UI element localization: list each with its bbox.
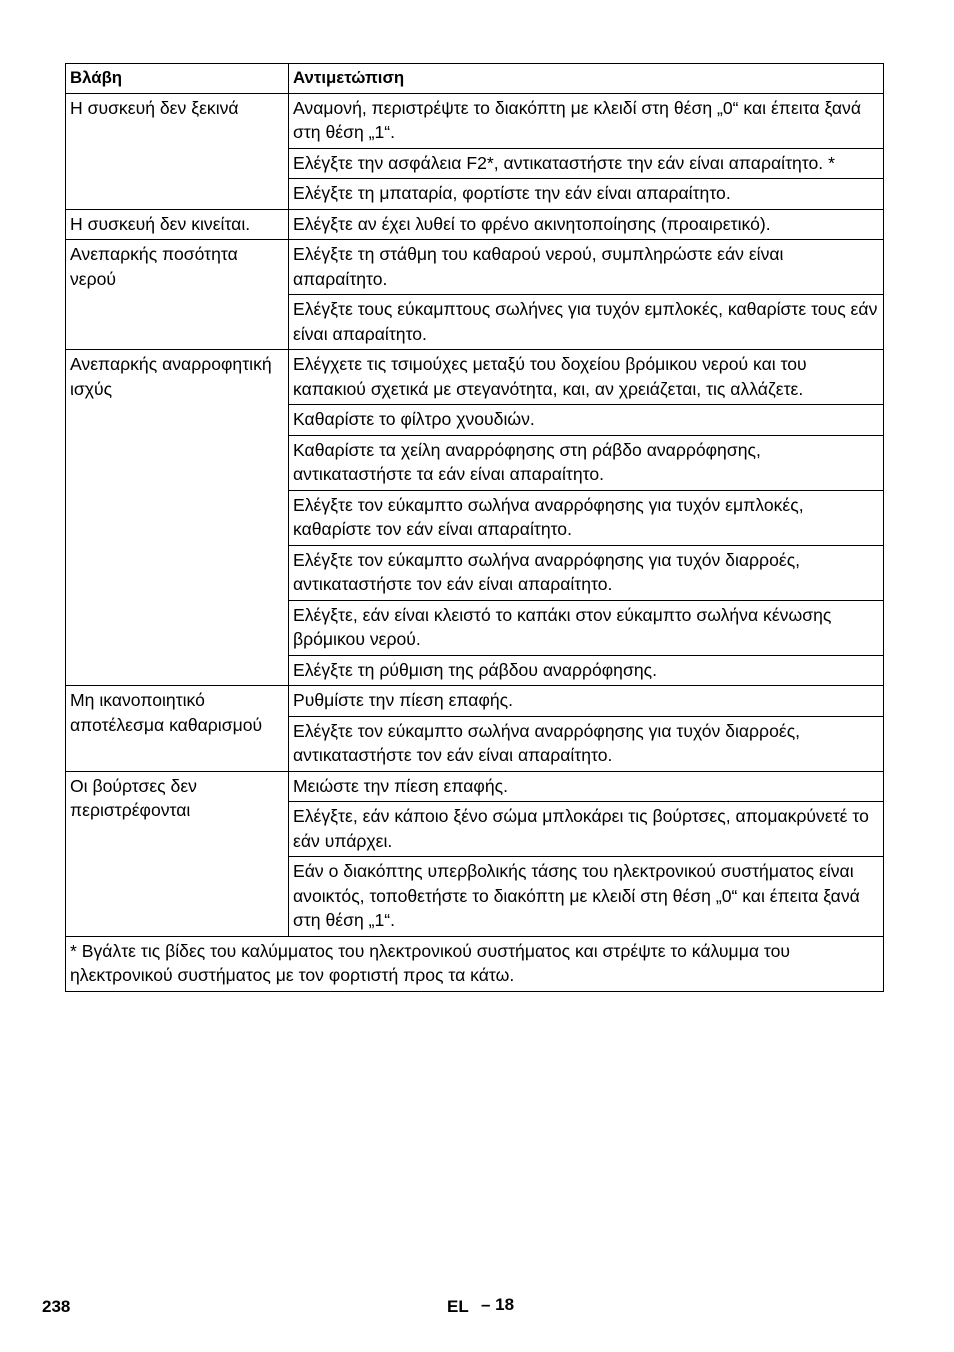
remedy-cell: Ελέγξτε τον εύκαμπτο σωλήνα αναρρόφησης για τυχόν εμπλοκές, καθαρίστε τον εάν είναι απαραίτητο. [289,490,884,545]
table-row [66,93,884,148]
fault-cell: Ανεπαρκής ποσότητα νερού [66,240,289,350]
header-remedy: Αντιμετώπιση [289,64,884,94]
remedy-cell: Ελέγξτε τη ρύθμιση της ράβδου αναρρόφησης. [289,655,884,686]
fault-cell: Μη ικανοποιητικό αποτέλεσμα καθαρισμού [66,686,289,772]
remedy-cell: Ρυθμίστε την πίεση επαφής. [289,686,884,717]
remedy-cell: Ελέγξτε αν έχει λυθεί το φρένο ακινητοποίησης (προαιρετικό). [289,209,884,240]
fault-cell: Ανεπαρκής αναρροφητική ισχύς [66,350,289,686]
remedy-cell: Ελέγξτε τον εύκαμπτο σωλήνα αναρρόφησης για τυχόν διαρροές, αντικαταστήστε τον εάν είναι απαραίτητο. [289,716,884,771]
language-code: EL [447,1297,469,1316]
fault-cell: Οι βούρτσες δεν περιστρέφονται [66,771,289,936]
remedy-cell: Αναμονή, περιστρέψτε το διακόπτη με κλειδί στη θέση „0“ και έπειτα ξανά στη θέση „1“. [289,93,884,148]
remedy-cell: Εάν ο διακόπτης υπερβολικής τάσης του ηλεκτρονικού συστήματος είναι ανοικτός, τοποθετήστε το διακόπτη με κλειδί στη θέση „0“ και έπειτα ξανά στη θέση „1“. [289,857,884,937]
table-row [66,209,884,240]
remedy-cell: Ελέγχετε τις τσιμούχες μεταξύ του δοχείου βρόμικου νερού και του καπακιού σχετικά με στεγανότητα, και, αν χρειάζεται, τις αλλάζετε. [289,350,884,405]
header-fault: Βλάβη [66,64,289,94]
remedy-cell: Ελέγξτε, εάν κάποιο ξένο σώμα μπλοκάρει τις βούρτσες, απομακρύνετέ το εάν υπάρχει. [289,802,884,857]
remedy-cell: Ελέγξτε τους εύκαμπτους σωλήνες για τυχόν εμπλοκές, καθαρίστε τους εάν είναι απαραίτητο. [289,295,884,350]
remedy-cell: Ελέγξτε τον εύκαμπτο σωλήνα αναρρόφησης για τυχόν διαρροές, αντικαταστήστε τον εάν είναι απαραίτητο. [289,545,884,600]
remedy-cell: Ελέγξτε, εάν είναι κλειστό το καπάκι στον εύκαμπτο σωλήνα κένωσης βρόμικου νερού. [289,600,884,655]
remedy-cell: Ελέγξτε τη μπαταρία, φορτίστε την εάν είναι απαραίτητο. [289,179,884,210]
table-row [66,350,884,405]
section-page-number: – 18 [481,1295,515,1314]
troubleshooting-table [65,63,884,992]
table-row [66,771,884,802]
page-number: 238 [42,1297,71,1316]
fault-cell: Η συσκευή δεν κινείται. [66,209,289,240]
remedy-cell: Καθαρίστε το φίλτρο χνουδιών. [289,405,884,436]
fault-cell: Η συσκευή δεν ξεκινά [66,93,289,209]
remedy-cell: Ελέγξτε την ασφάλεια F2*, αντικαταστήστε την εάν είναι απαραίτητο. * [289,148,884,179]
remedy-cell: Μειώστε την πίεση επαφής. [289,771,884,802]
footnote-cell: * Βγάλτε τις βίδες του καλύμματος του ηλεκτρονικού συστήματος και στρέψτε το κάλυμμα του ηλεκτρονικού συστήματος με τον φορτιστή προς τα κάτω. [66,936,884,991]
table-row [66,686,884,717]
table-row [66,240,884,295]
remedy-cell: Ελέγξτε τη στάθμη του καθαρού νερού, συμπληρώστε εάν είναι απαραίτητο. [289,240,884,295]
table-header-row [66,64,884,94]
remedy-cell: Καθαρίστε τα χείλη αναρρόφησης στη ράβδο αναρρόφησης, αντικαταστήστε τα εάν είναι απαραίτητο. [289,435,884,490]
footnote-row [66,936,884,991]
